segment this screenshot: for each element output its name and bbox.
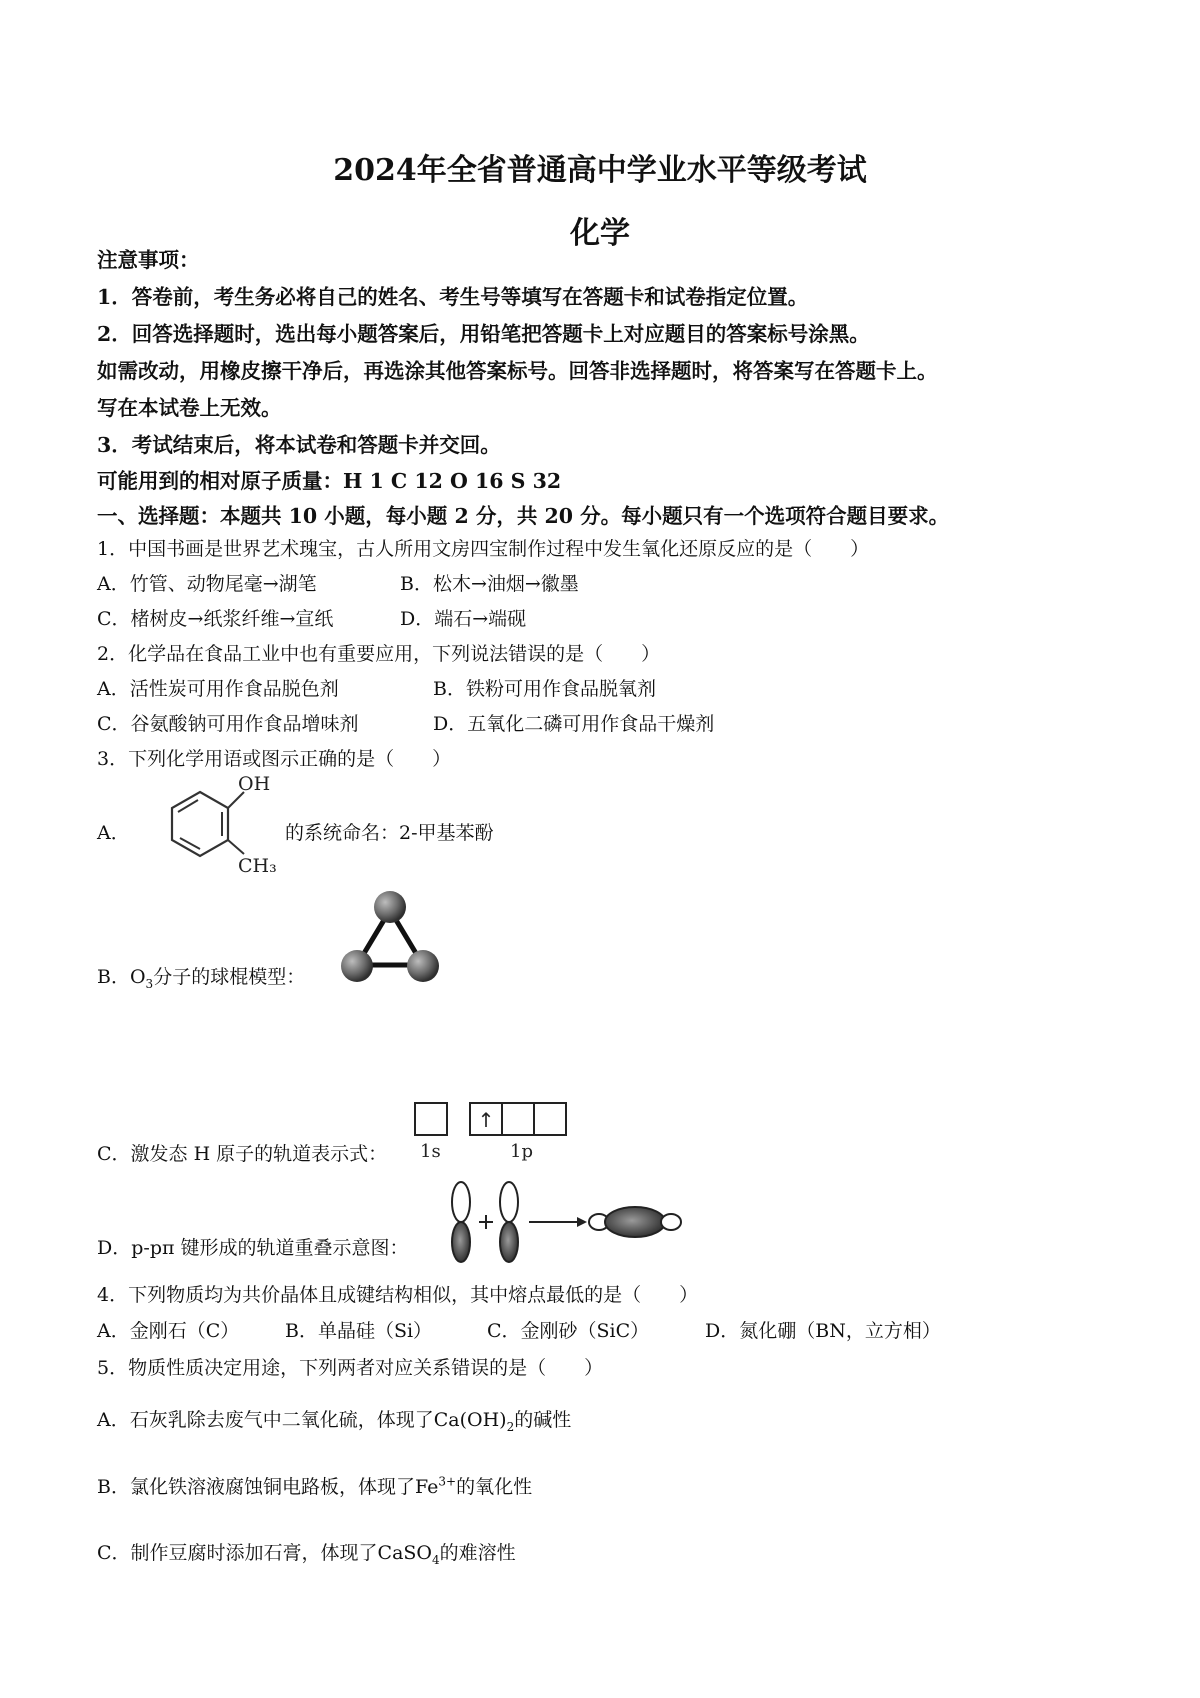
q5-stem: 5．物质性质决定用途，下列两者对应关系错误的是（ ） — [97, 1357, 604, 1379]
oxygen-atom-top — [374, 891, 406, 923]
notes-heading: 注意事项： — [97, 248, 200, 272]
q3-option-a-text: 的系统命名：2-甲基苯酚 — [285, 822, 494, 844]
q5-option-a-end: 的碱性 — [514, 1409, 572, 1431]
caoh2-subscript: 2 — [506, 1419, 515, 1434]
orbital-box-1p-2 — [502, 1103, 534, 1135]
q3-option-c: C．激发态 H 原子的轨道表示式： — [97, 1143, 388, 1165]
spin-up-arrow: ↑ — [477, 1108, 495, 1132]
q2-option-a: A．活性炭可用作食品脱色剂 — [97, 678, 339, 700]
note-2c: 写在本试卷上无效。 — [97, 396, 282, 420]
q5-option-c-text: C．制作豆腐时添加石膏，体现了 — [97, 1542, 378, 1564]
note-3: 3．考试结束后，将本试卷和答题卡并交回。 — [97, 433, 501, 457]
caoh2-formula: Ca(OH) — [433, 1409, 507, 1431]
q5-option-b-text: B．氯化铁溶液腐蚀铜电路板，体现了 — [97, 1476, 415, 1498]
p-p-pi-overlap-diagram — [443, 1180, 693, 1270]
label-1p: 1p — [510, 1141, 533, 1162]
q5-option-a — [97, 1405, 571, 1434]
q1-option-b: B．松木→油烟→徽墨 — [400, 573, 579, 595]
q2-option-d: D．五氧化二磷可用作食品干燥剂 — [433, 713, 715, 735]
q4-option-b: B．单晶硅（Si） — [285, 1320, 433, 1342]
note-1: 1．答卷前，考生务必将自己的姓名、考生号等填写在答题卡和试卷指定位置。 — [97, 285, 809, 309]
q4-stem: 4．下列物质均为共价晶体且成键结构相似，其中熔点最低的是（ ） — [97, 1284, 699, 1306]
orbital-box-1s — [415, 1103, 447, 1135]
orbital-box-1p-3 — [534, 1103, 566, 1135]
oh-label: OH — [238, 773, 271, 795]
q5-option-b-end: 的氧化性 — [456, 1476, 533, 1498]
q4-option-a: A．金刚石（C） — [97, 1320, 240, 1342]
oxygen-atom-left — [341, 950, 373, 982]
q5-option-c-end: 的难溶性 — [439, 1542, 516, 1564]
section-1-heading: 一、选择题：本题共 10 小题，每小题 2 分，共 20 分。每小题只有一个选项符合题目要求。 — [97, 504, 950, 528]
q4-option-d: D．氮化硼（BN，立方相） — [705, 1320, 941, 1342]
q3-option-d: D．p-pπ 键形成的轨道重叠示意图： — [97, 1237, 409, 1259]
q3-stem: 3．下列化学用语或图示正确的是（ ） — [97, 748, 452, 770]
oxygen-atom-right — [407, 950, 439, 982]
q2-option-b: B．铁粉可用作食品脱氧剂 — [433, 678, 656, 700]
o3-subscript: 3 — [145, 976, 154, 991]
caso4-formula: CaSO — [377, 1542, 433, 1564]
atomic-masses: 可能用到的相对原子质量：H 1 C 12 O 16 S 32 — [97, 469, 562, 493]
fe-charge: 3+ — [438, 1474, 457, 1489]
label-1s: 1s — [420, 1141, 441, 1162]
orbital-diagram — [412, 1095, 582, 1165]
exam-subject: 化学 — [570, 216, 630, 251]
q3-option-a-label: A． — [97, 822, 130, 844]
q4-option-c: C．金刚砂（SiC） — [487, 1320, 650, 1342]
o-cresol-structure — [140, 770, 280, 880]
q3-option-b-text: 分子的球棍模型： — [153, 966, 306, 988]
q1-option-a: A．竹管、动物尾毫→湖笔 — [97, 573, 317, 595]
ch3-label: CH₃ — [238, 855, 277, 877]
note-2b: 如需改动，用橡皮擦干净后，再选涂其他答案标号。回答非选择题时，将答案写在答题卡上。 — [97, 359, 938, 383]
q5-option-b — [97, 1472, 532, 1499]
q2-stem: 2．化学品在食品工业中也有重要应用，下列说法错误的是（ ） — [97, 643, 661, 665]
note-2a: 2．回答选择题时，选出每小题答案后，用铅笔把答题卡上对应题目的答案标号涂黑。 — [97, 322, 870, 346]
q2-option-c: C．谷氨酸钠可用作食品增味剂 — [97, 713, 359, 735]
q1-option-c: C．楮树皮→纸浆纤维→宣纸 — [97, 608, 334, 630]
caso4-subscript: 4 — [432, 1552, 440, 1567]
q5-option-a-text: A．石灰乳除去废气中二氧化硫，体现了 — [97, 1409, 434, 1431]
q1-stem: 1．中国书画是世界艺术瑰宝，古人所用文房四宝制作过程中发生氧化还原反应的是（ ） — [97, 538, 870, 560]
o3-ball-stick-model — [335, 880, 445, 990]
q3-option-b-label: B． — [97, 966, 130, 988]
fe-ion: Fe — [414, 1476, 439, 1498]
o3-formula: O — [129, 966, 146, 988]
q5-option-c — [97, 1538, 516, 1567]
q1-option-d: D．端石→端砚 — [400, 608, 527, 630]
q3-option-b — [97, 962, 305, 991]
exam-title: 2024年全省普通高中学业水平等级考试 — [333, 153, 867, 188]
